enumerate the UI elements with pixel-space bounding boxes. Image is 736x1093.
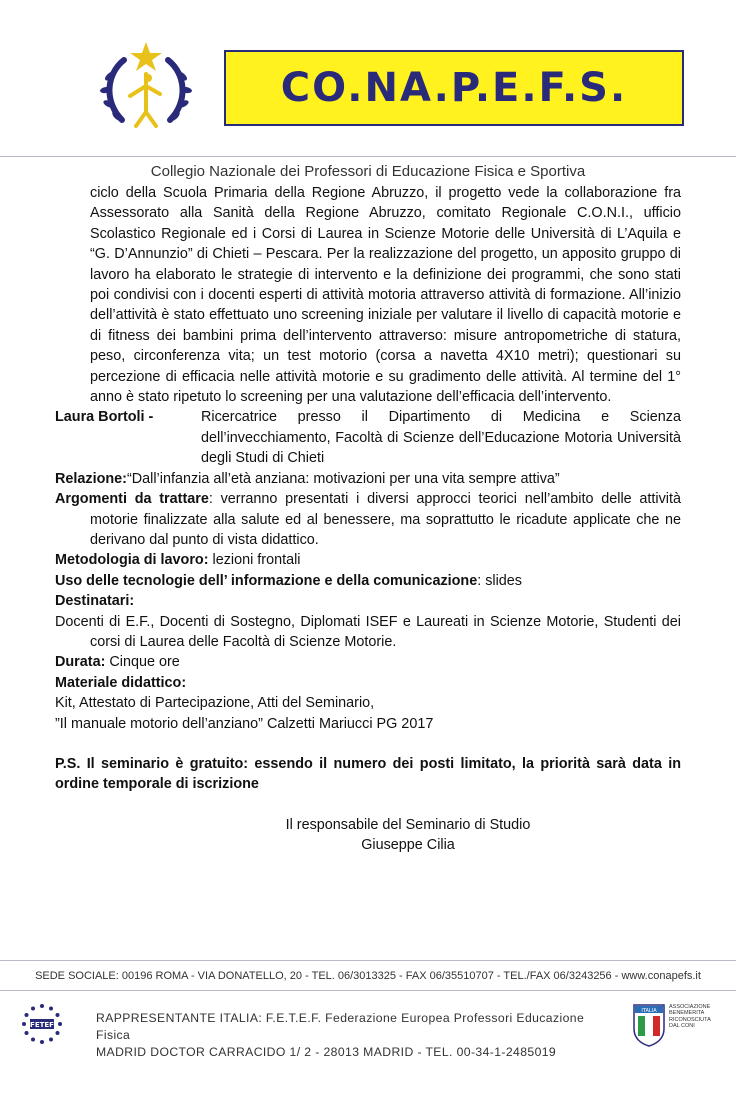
speaker-name: Laura Bortoli -	[55, 409, 154, 426]
signature-title: Il responsabile del Seminario di Studio	[285, 816, 531, 833]
fetef-logo-text: FETEF	[30, 1021, 54, 1029]
relazione-label: Relazione:	[55, 470, 127, 487]
tecnologie-line	[55, 571, 681, 591]
speaker-role: Ricercatrice presso il Dipartimento di Medicina e Scienza dell’invecchiamento, Facoltà di Scienze dell’Educazione Motoria Università degli Studi di Chieti	[201, 409, 681, 467]
coni-shield-text: ITALIA	[641, 1008, 657, 1014]
durata-line	[55, 652, 681, 672]
durata-text: Cinque ore	[105, 654, 180, 671]
fetef-stars-logo-icon	[20, 1002, 64, 1046]
tecnologie-text: : slides	[477, 572, 523, 589]
footer-divider-bottom	[0, 990, 736, 991]
header-divider	[0, 156, 736, 157]
tecnologie-label: Uso delle tecnologie dell’ informazione e della comunicazione	[55, 572, 478, 589]
footer-address: SEDE SOCIALE: 00196 ROMA - VIA DONATELLO, 20 - TEL. 06/3013325 - FAX 06/35510707 - TEL./FAX 06/3243256 - www.conapefs.it	[35, 970, 701, 982]
footer-rappresentante: RAPPRESENTANTE ITALIA: F.E.T.E.F. Federazione Europea Professori Educazione Fisica	[96, 1011, 585, 1042]
footer-fetef-info	[96, 1010, 616, 1061]
laurel-wreath-star-logo-icon	[96, 40, 196, 136]
coni-line-1: ASSOCIAZIONE	[669, 1004, 711, 1010]
relazione-text: “Dall’infanzia all’età anziana: motivazioni per una vita sempre attiva”	[126, 470, 560, 487]
coni-line-4: DAL CONI	[669, 1023, 695, 1030]
durata-label: Durata:	[55, 654, 106, 671]
metodologia-label: Metodologia di lavoro:	[55, 552, 209, 569]
speaker-entry	[55, 407, 681, 468]
organization-title: CO.NA.P.E.F.S.	[280, 65, 628, 111]
destinatari-label: Destinatari:	[55, 593, 135, 610]
coni-recognition-text	[669, 1004, 729, 1030]
coni-line-3: RICONOSCIUTA	[669, 1016, 711, 1023]
materiale-label: Materiale didattico:	[55, 674, 187, 691]
intro-paragraph: ciclo della Scuola Primaria della Regione Abruzzo, il progetto vede la collaborazione fra Assessorato alla Sanità della Regione Abruzzo, comitato Regionale C.O.N.I., ufficio Scolastico Regionale ed i Corsi di Laurea in Scienze Motorie delle Università di L’Aquila e “G. D’Annunzio” di Chieti – Pescara. Per la realizzazione del progetto, un apposito gruppo di lavoro ha elaborato le strategie di intervento e la definizione dei programmi, che sono stati poi condivisi con i docenti esperti di attività motoria attraverso attività di formazione. All’inizio dell’attività è stato effettuato uno screening iniziale per valutare il livello di capacità motorie e di fitness dei bambini prima dell’intervento attraverso: misure antropometriche di statura, peso, circonferenza vita; un test motorio (corsa a navetta 4X10 metri); questionari su percezione di efficacia nelle attività motorie e su gradimento delle attività. Al termine del 1° anno è stato ripetuto lo screening per una valutazione dell’efficacia dell’intervento.	[90, 185, 681, 406]
document-body	[55, 183, 681, 856]
relazione-line	[55, 469, 681, 489]
materiale-line-2: ”Il manuale motorio dell’anziano” Calzetti Mariucci PG 2017	[55, 715, 434, 732]
argomenti-label: Argomenti da trattare	[55, 491, 209, 508]
spacer	[55, 795, 681, 815]
organization-subtitle: Collegio Nazionale dei Professori di Educazione Fisica e Sportiva	[150, 163, 586, 180]
metodologia-line	[55, 550, 681, 570]
signature-name: Giuseppe Cilia	[361, 837, 455, 854]
coni-italia-shield-icon	[632, 1003, 666, 1047]
spacer	[55, 734, 681, 754]
footer-madrid-address: MADRID DOCTOR CARRACIDO 1/ 2 - 28013 MADRID - TEL. 00-34-1-2485019	[96, 1045, 557, 1059]
materiale-line-1: Kit, Attestato di Partecipazione, Atti del Seminario,	[55, 695, 375, 712]
metodologia-text: lezioni frontali	[208, 552, 301, 569]
ps-note: P.S. Il seminario è gratuito: essendo il numero dei posti limitato, la priorità sarà data in ordine temporale di iscrizione	[55, 755, 681, 793]
footer-divider-top	[0, 960, 736, 961]
argomenti-text: : verranno presentati i diversi approcci teorici nell’ambito delle attività motorie finalizzate alla salute ed al benessere, ma soprattutto le ricadute applicate che ne derivano dal punto di vista didattico.	[90, 491, 681, 548]
organization-title-box	[224, 50, 684, 126]
coni-line-2: BENEMERITA	[669, 1010, 705, 1017]
destinatari-text: Docenti di E.F., Docenti di Sostegno, Diplomati ISEF e Laureati in Scienze Motorie, Studenti dei corsi di Laurea delle Facoltà di Scienze Motorie.	[55, 613, 681, 650]
argomenti-paragraph	[55, 489, 681, 550]
